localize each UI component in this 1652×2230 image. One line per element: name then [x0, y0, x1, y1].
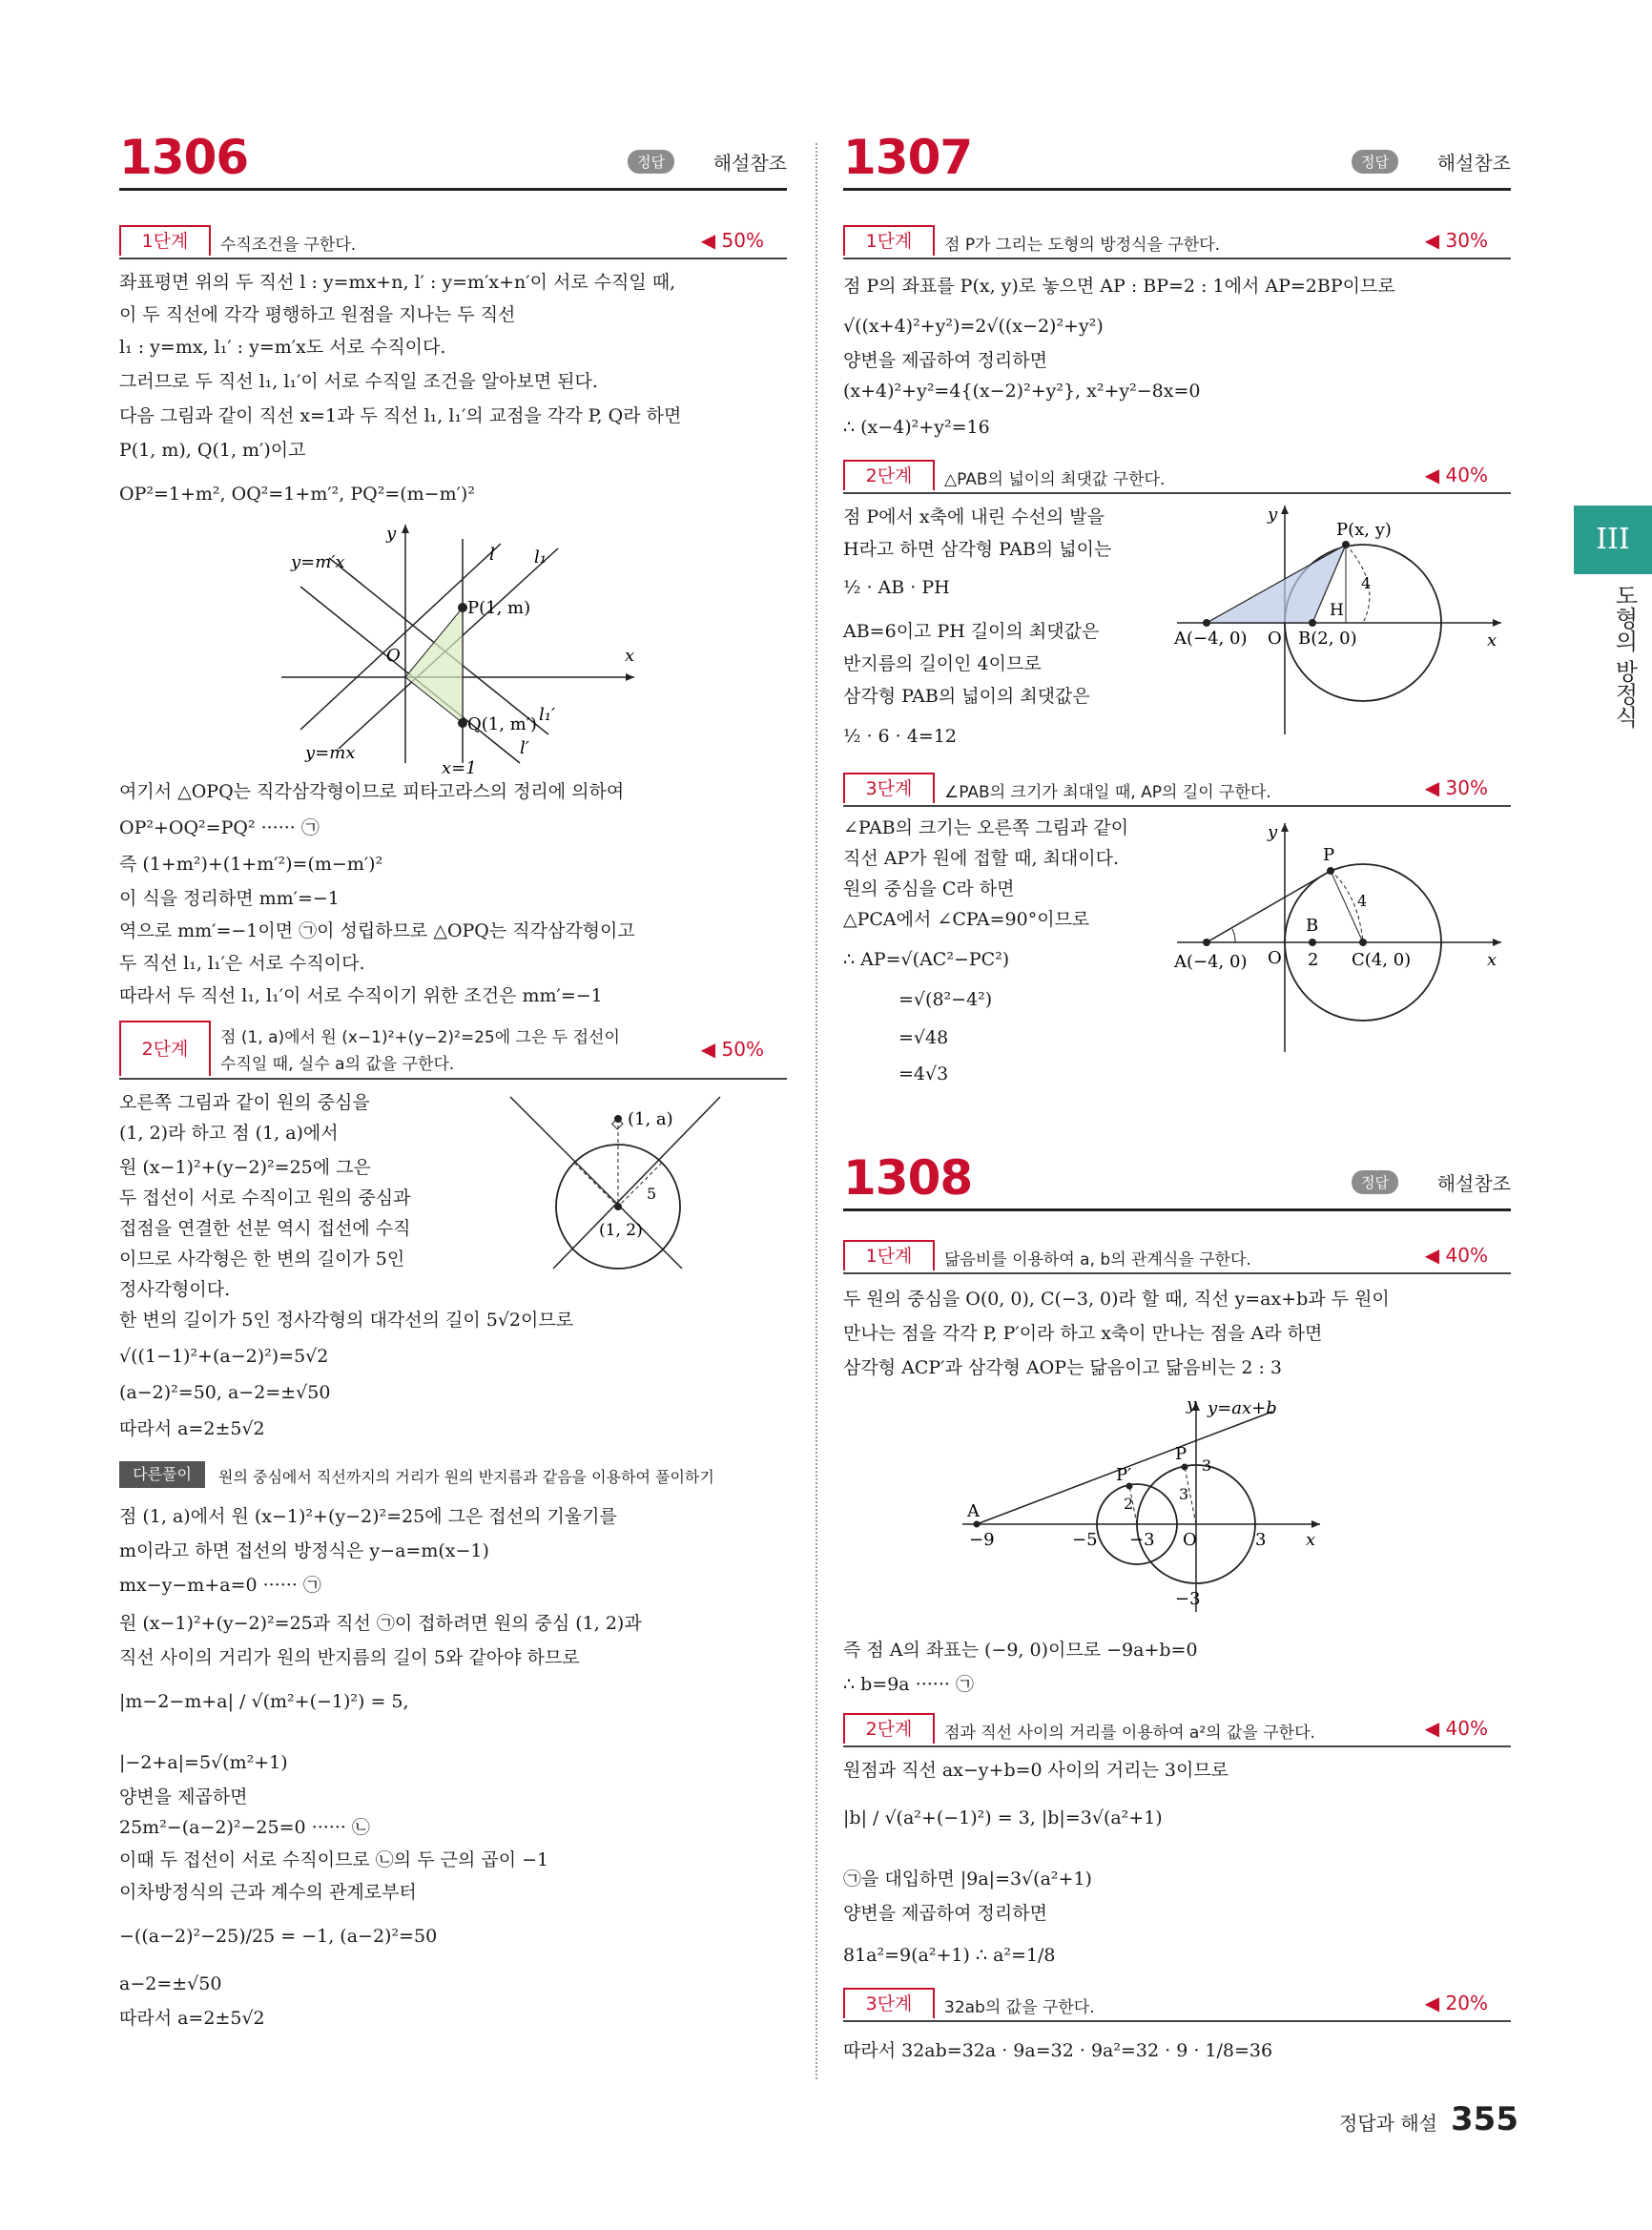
alt-solution-badge: 다른풀이 — [119, 1461, 205, 1488]
text-line: 이때 두 접선이 서로 수직이므로 ㉡의 두 근의 곱이 −1 — [119, 1849, 549, 1870]
footer-label: 정답과 해설 — [1339, 2112, 1438, 2135]
step-label: 3단계 — [843, 1988, 935, 2018]
axis-y-label: y — [1268, 822, 1278, 842]
text-line: |−2+a|=5√(m²+1) — [119, 1752, 288, 1773]
origin-label: O — [1183, 1530, 1197, 1550]
step-desc: 수직조건을 구한다. — [220, 236, 357, 255]
tick-m9-label: −9 — [969, 1530, 995, 1550]
radius-label: 4 — [1361, 574, 1372, 592]
text-line: 따라서 32ab=32a · 9a=32 · 9a²=32 · 9 · 1/8=36 — [843, 2040, 1273, 2061]
radius-label: 4 — [1357, 892, 1368, 910]
page-number: 355 — [1451, 2100, 1518, 2138]
text-line: ∴ (x−4)²+y²=16 — [843, 417, 990, 438]
problem-header — [119, 124, 787, 191]
line-ymx-label: y=mx — [305, 743, 356, 763]
tick-2-label: 2 — [1308, 950, 1319, 970]
axis-x-label: x — [1487, 950, 1497, 970]
step-desc: 점과 직선 사이의 거리를 이용하여 a²의 값을 구한다. — [944, 1724, 1315, 1743]
text-line: 원의 중심을 C라 하면 — [843, 878, 1015, 899]
point-p-label: P(x, y) — [1336, 520, 1392, 540]
answer-text: 해설참조 — [1436, 1172, 1511, 1195]
step-percent: ◀ 30% — [1424, 229, 1488, 252]
tick-m3-label: −3 — [1129, 1530, 1155, 1550]
step-1 — [843, 225, 1511, 259]
step-percent: ◀ 30% — [1424, 776, 1488, 799]
text-line: 여기서 △OPQ는 직각삼각형이므로 피타고라스의 정리에 의하여 — [119, 781, 625, 802]
column-divider — [816, 143, 817, 2079]
line-label: y=ax+b — [1208, 1398, 1277, 1418]
text-line: |b| / √(a²+(−1)²) = 3, |b|=3√(a²+1) — [843, 1807, 1163, 1828]
text-line: △PCA에서 ∠CPA=90°이므로 — [843, 909, 1090, 930]
point-p-label: P — [1323, 845, 1335, 865]
text-line: 좌표평면 위의 두 직선 l : y=mx+n, l′ : y=m′x+n′이 서로 수직일 때, — [119, 272, 676, 293]
text-line: 이 식을 정리하면 mm′=−1 — [119, 888, 340, 909]
text-line: (a−2)²=50, a−2=±√50 — [119, 1382, 331, 1403]
step-percent: ◀ 40% — [1424, 464, 1488, 486]
problem-number: 1308 — [843, 1150, 973, 1206]
step-label: 2단계 — [843, 460, 935, 490]
step-percent: ◀ 50% — [700, 229, 764, 252]
text-line: 접점을 연결한 선분 역시 접선에 수직 — [119, 1218, 411, 1239]
step-label: 2단계 — [843, 1713, 935, 1744]
text-line: 삼각형 PAB의 넓이의 최댓값은 — [843, 686, 1090, 707]
text-line: 직선 사이의 거리가 원의 반지름의 길이 5와 같아야 하므로 — [119, 1647, 580, 1668]
origin-label: O — [1268, 948, 1282, 968]
axis-x-label: x — [625, 646, 635, 666]
text-line: 직선 AP가 원에 접할 때, 최대이다. — [843, 848, 1120, 869]
step-label: 2단계 — [119, 1021, 211, 1076]
two-circles-figure — [958, 1393, 1339, 1621]
step-percent: ◀ 50% — [700, 1038, 764, 1061]
text-line: 다음 그림과 같이 직선 x=1과 두 직선 l₁, l₁′의 교점을 각각 P, Q라 하면 — [119, 405, 682, 426]
tick-m3y-label: −3 — [1175, 1589, 1201, 1609]
text-line: 한 변의 길이가 5인 정사각형의 대각선의 길이 5√2이므로 — [119, 1310, 574, 1331]
answer-badge: 정답 — [1352, 150, 1398, 174]
answer-badge: 정답 — [628, 150, 674, 174]
step-2 — [843, 460, 1511, 494]
text-line: =4√3 — [898, 1063, 949, 1084]
point-a-label: A — [967, 1501, 980, 1521]
radius-label: 5 — [647, 1185, 657, 1203]
step-desc: 점 P가 그리는 도형의 방정식을 구한다. — [944, 236, 1221, 255]
point-p-label: P(1, m) — [467, 598, 531, 618]
seg-3b-label: 3 — [1202, 1456, 1212, 1475]
point-pp-label: P′ — [1116, 1465, 1132, 1485]
step-desc: 닮음비를 이용하여 a, b의 관계식을 구한다. — [944, 1250, 1251, 1270]
text-line: 정사각형이다. — [119, 1279, 231, 1300]
text-line: 역으로 mm′=−1이면 ㉠이 성립하므로 △OPQ는 직각삼각형이고 — [119, 920, 635, 941]
origin-label: O — [386, 646, 401, 666]
text-line: AB=6이고 PH 길이의 최댓값은 — [843, 621, 1100, 642]
text-line: 오른쪽 그림과 같이 원의 중심을 — [119, 1092, 370, 1113]
point-h-label: H — [1330, 601, 1344, 620]
step-1-1308 — [843, 1240, 1511, 1274]
text-line: (1, 2)라 하고 점 (1, a)에서 — [119, 1123, 339, 1144]
text-line: 두 원의 중심을 O(0, 0), C(−3, 0)라 할 때, 직선 y=ax+b과 두 원이 — [843, 1289, 1390, 1310]
text-line: m이라고 하면 접선의 방정식은 y−a=m(x−1) — [119, 1540, 489, 1561]
text-line: ∠PAB의 크기는 오른쪽 그림과 같이 — [843, 817, 1129, 838]
text-line: 즉 (1+m²)+(1+m′²)=(m−m′)² — [119, 854, 383, 875]
line-x1-label: x=1 — [442, 758, 477, 777]
problem-header-1308 — [843, 1145, 1511, 1211]
text-line: 반지름의 길이인 4이므로 — [843, 653, 1042, 674]
step-percent: ◀ 40% — [1424, 1244, 1488, 1267]
max-area-figure — [1172, 501, 1506, 739]
text-line: ∴ AP=√(AC²−PC²) — [843, 949, 1010, 970]
text-line: √((x+4)²+y²)=2√((x−2)²+y²) — [843, 316, 1104, 337]
text-line: OP²+OQ²=PQ² ······ ㉠ — [119, 817, 320, 838]
point-q-label: Q(1, m′) — [467, 714, 537, 734]
text-line: 81a²=9(a²+1) ∴ a²=1/8 — [843, 1945, 1056, 1966]
text-line: 점 P의 좌표를 P(x, y)로 놓으면 AP : BP=2 : 1에서 AP=2BP이므로 — [843, 276, 1395, 297]
text-line: 원 (x−1)²+(y−2)²=25과 직선 ㉠이 접하려면 원의 중심 (1, 2)과 — [119, 1613, 642, 1634]
step-2 — [119, 1021, 787, 1080]
axis-x-label: x — [1487, 630, 1497, 650]
problem-header — [843, 124, 1511, 191]
step-label: 1단계 — [843, 225, 935, 256]
text-line: |m−2−m+a| / √(m²+(−1)²) = 5, — [119, 1691, 409, 1712]
line-l1-label: l₁ — [534, 547, 547, 568]
text-line: =√(8²−4²) — [898, 989, 993, 1010]
line-l1p-label: l₁′ — [539, 705, 556, 725]
text-line: 원점과 직선 ax−y+b=0 사이의 거리는 3이므로 — [843, 1760, 1229, 1781]
max-angle-figure — [1172, 818, 1506, 1057]
text-line: √((1−1)²+(a−2)²)=5√2 — [119, 1346, 329, 1367]
perpendicular-lines-figure — [272, 520, 644, 777]
text-line: ½ · AB · PH — [843, 577, 950, 598]
text-line: 두 접선이 서로 수직이고 원의 중심과 — [119, 1187, 411, 1208]
point-p-label: P — [1175, 1444, 1187, 1464]
chapter-title: 도형의 방정식 — [1611, 584, 1638, 729]
text-line: P(1, m), Q(1, m′)이고 — [119, 440, 306, 461]
step-desc: 32ab의 값을 구한다. — [944, 1998, 1095, 2017]
text-line: 즉 점 A의 좌표는 (−9, 0)이므로 −9a+b=0 — [843, 1640, 1198, 1661]
axis-x-label: x — [1306, 1530, 1316, 1550]
text-line: 만나는 점을 각각 P, P′이라 하고 x축이 만나는 점을 A라 하면 — [843, 1323, 1323, 1344]
center-label: (1, 2) — [599, 1221, 643, 1240]
point-a-label: A(−4, 0) — [1174, 629, 1248, 649]
text-line: 양변을 제곱하여 정리하면 — [843, 1903, 1047, 1924]
text-line: H라고 하면 삼각형 PAB의 넓이는 — [843, 539, 1112, 560]
text-line: 점 P에서 x축에 내린 수선의 발을 — [843, 506, 1105, 527]
tangent-square-figure — [506, 1092, 725, 1273]
problem-number: 1307 — [843, 130, 973, 185]
text-line: ∴ b=9a ······ ㉠ — [843, 1674, 974, 1695]
answer-badge: 정답 — [1352, 1170, 1398, 1194]
step-percent: ◀ 40% — [1424, 1717, 1488, 1740]
text-line: −((a−2)²−25)/25 = −1, (a−2)²=50 — [119, 1926, 438, 1947]
text-line: 따라서 a=2±5√2 — [119, 2008, 265, 2029]
tick-p3-label: 3 — [1255, 1530, 1267, 1550]
text-line: (x+4)²+y²=4{(x−2)²+y²}, x²+y²−8x=0 — [843, 381, 1201, 402]
step-desc-line1: 점 (1, a)에서 원 (x−1)²+(y−2)²=25에 그은 두 접선이 — [220, 1028, 620, 1047]
point-b-label: B(2, 0) — [1298, 629, 1357, 649]
seg-2-label: 2 — [1124, 1495, 1134, 1513]
text-line: 따라서 a=2±5√2 — [119, 1418, 265, 1439]
point-a-label: A(−4, 0) — [1174, 952, 1248, 972]
header-rule — [119, 188, 787, 191]
answer-text: 해설참조 — [1436, 152, 1511, 175]
text-line: 이차방정식의 근과 계수의 관계로부터 — [119, 1882, 417, 1903]
line-lp-label: l′ — [520, 738, 529, 758]
text-line: 삼각형 ACP′과 삼각형 AOP는 닮음이고 닮음비는 2 : 3 — [843, 1357, 1282, 1378]
axis-y-label: y — [1268, 505, 1278, 525]
text-line: l₁ : y=mx, l₁′ : y=m′x도 서로 수직이다. — [119, 337, 446, 358]
tick-m5-label: −5 — [1072, 1530, 1098, 1550]
text-line: 이 두 직선에 각각 평행하고 원점을 지나는 두 직선 — [119, 304, 516, 325]
text-line: a−2=±√50 — [119, 1973, 222, 1994]
text-line: 양변을 제곱하여 정리하면 — [843, 350, 1047, 371]
step-2-1308 — [843, 1713, 1511, 1747]
text-line: 이므로 사각형은 한 변의 길이가 5인 — [119, 1249, 405, 1270]
point-c-label: C(4, 0) — [1352, 950, 1412, 970]
axis-y-label: y — [1187, 1394, 1197, 1414]
text-line: OP²=1+m², OQ²=1+m′², PQ²=(m−m′)² — [119, 484, 475, 505]
text-line: 두 직선 l₁, l₁′은 서로 수직이다. — [119, 953, 365, 974]
text-line: ½ · 6 · 4=12 — [843, 726, 957, 747]
text-line: 점 (1, a)에서 원 (x−1)²+(y−2)²=25에 그은 접선의 기울기를 — [119, 1506, 617, 1527]
point-b-label: B — [1306, 916, 1319, 936]
step-desc-line2: 수직일 때, 실수 a의 값을 구한다. — [220, 1055, 455, 1074]
step-3-1308 — [843, 1988, 1511, 2022]
text-line: 25m²−(a−2)²−25=0 ······ ㉡ — [119, 1817, 370, 1838]
text-line: =√48 — [898, 1027, 949, 1048]
origin-label: O — [1268, 629, 1282, 649]
step-desc: ∠PAB의 크기가 최대일 때, AP의 길이 구한다. — [944, 783, 1271, 802]
problem-number: 1306 — [119, 130, 249, 185]
line-l-label: l — [489, 545, 495, 565]
page-footer — [1339, 2100, 1518, 2138]
text-line: 따라서 두 직선 l₁, l₁′이 서로 수직이기 위한 조건은 mm′=−1 — [119, 985, 603, 1006]
step-label: 3단계 — [843, 773, 935, 803]
step-label: 1단계 — [843, 1240, 935, 1270]
alt-solution-desc: 원의 중심에서 직선까지의 거리가 원의 반지름과 같음을 이용하여 풀이하기 — [218, 1468, 714, 1486]
step-1 — [119, 225, 787, 259]
axis-y-label: y — [386, 524, 397, 544]
text-line: 양변을 제곱하면 — [119, 1786, 248, 1807]
header-rule — [843, 188, 1511, 191]
text-line: 원 (x−1)²+(y−2)²=25에 그은 — [119, 1157, 371, 1178]
point-1a-label: (1, a) — [628, 1109, 673, 1129]
step-3 — [843, 773, 1511, 807]
answer-text: 해설참조 — [712, 152, 787, 175]
text-line: ㉠을 대입하면 |9a|=3√(a²+1) — [843, 1869, 1092, 1889]
step-percent: ◀ 20% — [1424, 1992, 1488, 2014]
line-ympx-label: y=m′x — [291, 552, 345, 572]
seg-3a-label: 3 — [1179, 1485, 1189, 1503]
step-desc: △PAB의 넓이의 최댓값 구한다. — [944, 470, 1166, 489]
header-rule — [843, 1208, 1511, 1211]
chapter-tab[interactable]: III — [1574, 506, 1652, 574]
step-label: 1단계 — [119, 225, 211, 256]
text-line: 그러므로 두 직선 l₁, l₁′이 서로 수직일 조건을 알아보면 된다. — [119, 371, 598, 392]
text-line: mx−y−m+a=0 ······ ㉠ — [119, 1575, 321, 1596]
